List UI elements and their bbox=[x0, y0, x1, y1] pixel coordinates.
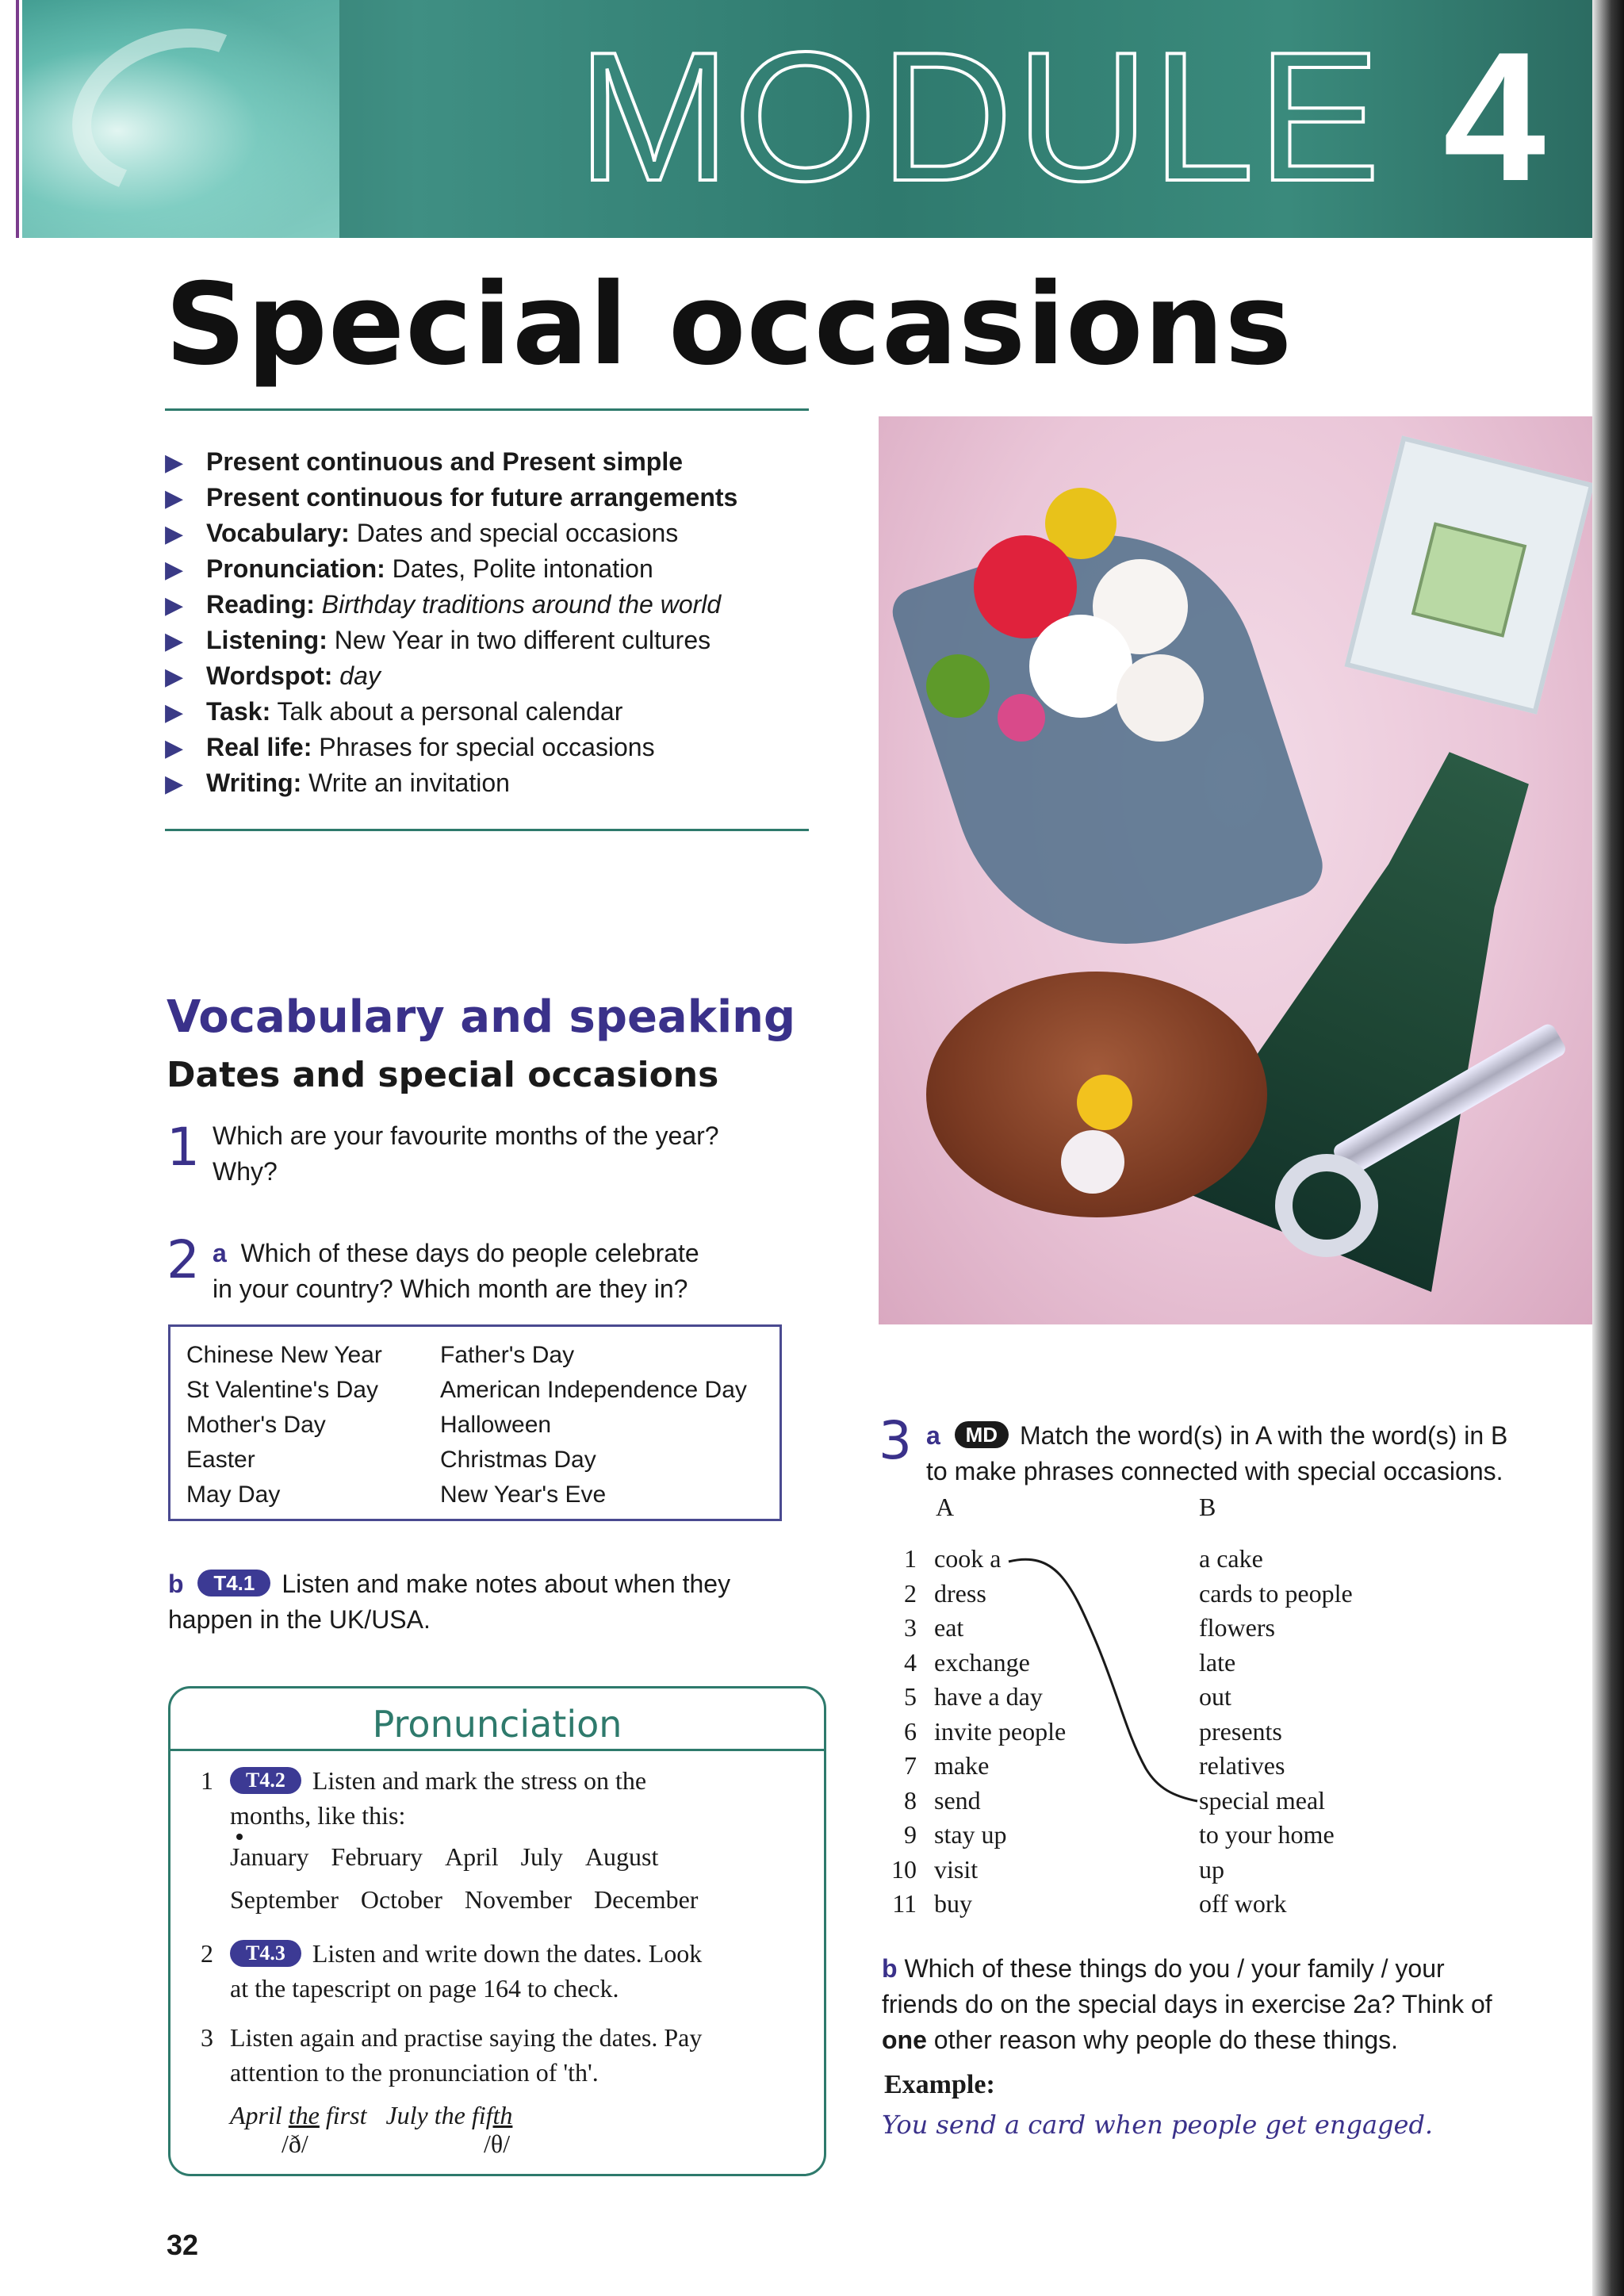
item-text: Halloween bbox=[440, 1412, 552, 1438]
ipa-symbol: /ð/ bbox=[282, 2129, 308, 2158]
item-text: make bbox=[934, 1751, 990, 1780]
list-item bbox=[440, 1478, 747, 1512]
part-letter: b bbox=[168, 1570, 184, 1598]
contents-key: Real life: bbox=[206, 733, 312, 761]
text-line: happen in the UK/USA. bbox=[168, 1605, 431, 1634]
th-sound: the bbox=[288, 2101, 320, 2129]
pronunciation-title: Pronunciation bbox=[372, 1703, 622, 1746]
white-flower bbox=[1116, 654, 1204, 742]
contents-item bbox=[165, 765, 847, 801]
month-word: July bbox=[520, 1842, 563, 1871]
text-line: Which are your favourite months of the year? bbox=[213, 1121, 719, 1150]
example-text: July the fif bbox=[385, 2101, 493, 2129]
special-days-box bbox=[168, 1324, 782, 1521]
text-line: Listen and mark the stress on the bbox=[312, 1766, 647, 1795]
module-contents-list bbox=[165, 444, 847, 801]
play-arrow-icon: ▶ bbox=[165, 664, 184, 690]
months-row bbox=[230, 1839, 680, 1874]
part-letter: b bbox=[882, 1954, 898, 1983]
contents-item bbox=[165, 516, 847, 551]
list-item bbox=[872, 1818, 1066, 1853]
page-number: 32 bbox=[167, 2229, 199, 2261]
month-word: November bbox=[464, 1885, 572, 1914]
item-text: New Year's Eve bbox=[440, 1481, 607, 1508]
list-item bbox=[186, 1408, 382, 1443]
text-line: to make phrases connected with special occasions. bbox=[926, 1457, 1503, 1485]
contents-item bbox=[165, 730, 847, 765]
contents-text: New Year in two different cultures bbox=[327, 626, 711, 654]
text-line: months, like this: bbox=[230, 1801, 406, 1830]
play-arrow-icon: ▶ bbox=[165, 485, 184, 512]
list-item bbox=[440, 1408, 747, 1443]
item-text: have a day bbox=[934, 1682, 1043, 1711]
contents-italic: day bbox=[339, 661, 381, 690]
item-number: 3 bbox=[904, 1613, 917, 1642]
item-text: out bbox=[1199, 1682, 1231, 1711]
exercise-text bbox=[213, 1236, 699, 1307]
item-text: Mother's Day bbox=[186, 1412, 326, 1438]
contents-text: Dates, Polite intonation bbox=[385, 554, 653, 583]
pronunciation-title-rule bbox=[170, 1749, 824, 1751]
contents-key: Wordspot: bbox=[206, 661, 333, 690]
item-text: visit bbox=[934, 1854, 979, 1884]
contents-item bbox=[165, 658, 847, 694]
text-line: Match the word(s) in A with the word(s) in B bbox=[1020, 1421, 1508, 1450]
list-item bbox=[440, 1338, 747, 1373]
contents-item bbox=[165, 623, 847, 658]
cake-rose bbox=[1077, 1075, 1132, 1130]
item-text: off work bbox=[1199, 1889, 1287, 1918]
key-ring bbox=[1275, 1154, 1378, 1257]
gift-picture bbox=[1411, 522, 1526, 637]
item-text: invite people bbox=[934, 1716, 1067, 1746]
module-banner bbox=[22, 0, 1602, 238]
contents-item bbox=[165, 480, 847, 516]
text-line: Which of these things do you / your family / your bbox=[904, 1954, 1445, 1983]
greeting-card bbox=[1344, 435, 1592, 715]
month-word: February bbox=[331, 1842, 423, 1871]
mini-dictionary-badge: MD bbox=[955, 1421, 1009, 1448]
item-text: Father's Day bbox=[440, 1342, 575, 1368]
column-a-heading: A bbox=[936, 1493, 955, 1521]
text-line: at the tapescript on page 164 to check. bbox=[230, 1974, 619, 2003]
item-number: 8 bbox=[904, 1785, 917, 1815]
page-title: Special occasions bbox=[165, 259, 1293, 390]
page-gutter-shadow bbox=[1592, 0, 1624, 2296]
item-text: Easter bbox=[186, 1447, 255, 1473]
list-item bbox=[186, 1338, 382, 1373]
example-answer: You send a card when people get engaged. bbox=[882, 2110, 1434, 2140]
wave-photo bbox=[22, 0, 339, 238]
audio-track-badge: T4.3 bbox=[230, 1940, 301, 1967]
pron-item-1 bbox=[230, 1763, 646, 1798]
contents-text: Phrases for special occasions bbox=[312, 733, 655, 761]
item-text: presents bbox=[1199, 1716, 1282, 1746]
module-number: 4 bbox=[1443, 14, 1546, 220]
part-letter: a bbox=[926, 1421, 940, 1450]
example-label: Example: bbox=[884, 2070, 995, 2099]
contents-text bbox=[315, 590, 322, 619]
text-line: Why? bbox=[213, 1157, 278, 1186]
text-line: friends do on the special days in exercise 2a? Think of bbox=[882, 1990, 1492, 2018]
left-edge-rule bbox=[16, 0, 19, 238]
contents-text: Write an invitation bbox=[301, 769, 510, 797]
pron-example bbox=[230, 2098, 512, 2133]
example-text: first bbox=[319, 2101, 367, 2129]
item-number: 1 bbox=[904, 1544, 917, 1573]
play-arrow-icon: ▶ bbox=[165, 735, 184, 761]
list-item bbox=[872, 1853, 1066, 1888]
days-list-right bbox=[440, 1338, 747, 1512]
item-text: exchange bbox=[934, 1647, 1030, 1677]
special-occasions-photo bbox=[879, 416, 1592, 1324]
contents-key: Reading: bbox=[206, 590, 315, 619]
item-text: May Day bbox=[186, 1481, 281, 1508]
part-letter: a bbox=[213, 1239, 227, 1267]
item-number: 6 bbox=[904, 1716, 917, 1746]
text-line: attention to the pronunciation of 'th'. bbox=[230, 2058, 599, 2087]
text-line: in your country? Which month are they in? bbox=[213, 1274, 688, 1303]
contents-key: Listening: bbox=[206, 626, 327, 654]
item-text: Chinese New Year bbox=[186, 1342, 382, 1368]
contents-italic: Birthday traditions around the world bbox=[321, 590, 722, 619]
item-text: special meal bbox=[1199, 1785, 1326, 1815]
exercise-3a bbox=[926, 1418, 1592, 1489]
item-text: cook a bbox=[934, 1544, 1002, 1573]
audio-track-badge: T4.2 bbox=[230, 1767, 301, 1794]
play-arrow-icon: ▶ bbox=[165, 450, 184, 476]
contents-item bbox=[165, 587, 847, 623]
text-line: other reason why people do these things. bbox=[926, 2026, 1399, 2054]
item-text: Christmas Day bbox=[440, 1447, 596, 1473]
contents-key: Present continuous and Present simple bbox=[206, 447, 684, 476]
play-arrow-icon: ▶ bbox=[165, 557, 184, 583]
text-line: Listen and make notes about when they bbox=[282, 1570, 731, 1598]
text-line: Which of these days do people celebrate bbox=[240, 1239, 699, 1267]
contents-key: Pronunciation: bbox=[206, 554, 385, 583]
pink-flower bbox=[998, 694, 1045, 742]
contents-key: Task: bbox=[206, 697, 271, 726]
emphasis-text: one bbox=[882, 2026, 927, 2054]
play-arrow-icon: ▶ bbox=[165, 628, 184, 654]
item-text: to your home bbox=[1199, 1820, 1335, 1849]
item-text: relatives bbox=[1199, 1751, 1285, 1780]
section-subheading: Dates and special occasions bbox=[167, 1055, 719, 1095]
play-arrow-icon: ▶ bbox=[165, 592, 184, 619]
item-text: dress bbox=[934, 1578, 986, 1608]
exercise-text bbox=[213, 1118, 719, 1190]
pron-item-2 bbox=[230, 1936, 702, 1971]
exercise-number: 3 bbox=[879, 1410, 912, 1471]
list-item bbox=[1199, 1818, 1353, 1853]
item-text: stay up bbox=[934, 1820, 1007, 1849]
contents-text: Dates and special occasions bbox=[349, 519, 679, 547]
pronunciation-box bbox=[168, 1686, 826, 2176]
contents-item bbox=[165, 551, 847, 587]
module-word: MODULE bbox=[577, 14, 1384, 220]
list-item bbox=[440, 1373, 747, 1408]
item-text: eat bbox=[934, 1613, 964, 1642]
item-text: flowers bbox=[1199, 1613, 1275, 1642]
contents-item bbox=[165, 694, 847, 730]
play-arrow-icon: ▶ bbox=[165, 771, 184, 797]
months-row bbox=[230, 1882, 720, 1917]
month-word: September bbox=[230, 1885, 339, 1914]
example-text: April bbox=[230, 2101, 289, 2129]
wave-curl bbox=[49, 2, 297, 221]
item-number: 4 bbox=[904, 1647, 917, 1677]
bouquet-wrapping bbox=[887, 494, 1331, 989]
item-number: 9 bbox=[904, 1820, 917, 1849]
column-b-heading: B bbox=[1199, 1493, 1216, 1521]
ipa-symbol: /θ/ bbox=[484, 2129, 511, 2158]
contents-key: Vocabulary: bbox=[206, 519, 350, 547]
contents-text: Talk about a personal calendar bbox=[270, 697, 623, 726]
item-number: 1 bbox=[201, 1766, 213, 1795]
item-text: send bbox=[934, 1785, 981, 1815]
exercise-number: 1 bbox=[167, 1117, 200, 1178]
list-item bbox=[1199, 1853, 1353, 1888]
days-list-left bbox=[186, 1338, 382, 1512]
audio-track-badge: T4.1 bbox=[197, 1570, 270, 1596]
item-number: 2 bbox=[201, 1939, 213, 1968]
month-word: October bbox=[360, 1885, 442, 1914]
item-number: 10 bbox=[891, 1854, 917, 1884]
list-item bbox=[186, 1478, 382, 1512]
contents-text bbox=[332, 661, 339, 690]
list-item bbox=[1199, 1887, 1353, 1922]
month-word: August bbox=[584, 1842, 659, 1871]
exercise-number: 2 bbox=[167, 1229, 200, 1290]
item-text: buy bbox=[934, 1889, 972, 1918]
list-item bbox=[186, 1443, 382, 1478]
example-match-line bbox=[1007, 1550, 1245, 1812]
play-arrow-icon: ▶ bbox=[165, 700, 184, 726]
cake-rose bbox=[1061, 1130, 1124, 1194]
contents-bottom-rule bbox=[165, 829, 809, 831]
connector-line bbox=[1009, 1559, 1197, 1801]
item-number: 5 bbox=[904, 1682, 917, 1711]
contents-key: Present continuous for future arrangements bbox=[206, 483, 738, 512]
list-item bbox=[872, 1887, 1066, 1922]
text-line: Listen and write down the dates. Look bbox=[312, 1939, 703, 1968]
item-text: up bbox=[1199, 1854, 1224, 1884]
item-text: a cake bbox=[1199, 1544, 1263, 1573]
list-item bbox=[186, 1373, 382, 1408]
month-word: December bbox=[593, 1885, 699, 1914]
item-number: 3 bbox=[201, 2023, 213, 2052]
play-arrow-icon: ▶ bbox=[165, 521, 184, 547]
item-text: cards to people bbox=[1199, 1578, 1353, 1608]
contents-item bbox=[165, 444, 847, 480]
item-number: 2 bbox=[904, 1578, 917, 1608]
th-sound: th bbox=[492, 2101, 513, 2129]
list-item bbox=[440, 1443, 747, 1478]
exercise-3b bbox=[882, 1951, 1595, 2058]
item-number: 7 bbox=[904, 1751, 917, 1780]
item-text: St Valentine's Day bbox=[186, 1377, 378, 1403]
item-text: American Independence Day bbox=[440, 1377, 747, 1403]
item-number: 11 bbox=[892, 1889, 917, 1918]
section-heading: Vocabulary and speaking bbox=[167, 991, 796, 1043]
contents-key: Writing: bbox=[206, 769, 302, 797]
contents-top-rule bbox=[165, 408, 809, 411]
text-line: Listen again and practise saying the dates. Pay bbox=[230, 2023, 703, 2052]
exercise-2b bbox=[168, 1566, 818, 1638]
month-word: April bbox=[445, 1842, 499, 1871]
item-text: late bbox=[1199, 1647, 1236, 1677]
month-word: January bbox=[230, 1842, 309, 1871]
green-bud bbox=[926, 654, 990, 718]
